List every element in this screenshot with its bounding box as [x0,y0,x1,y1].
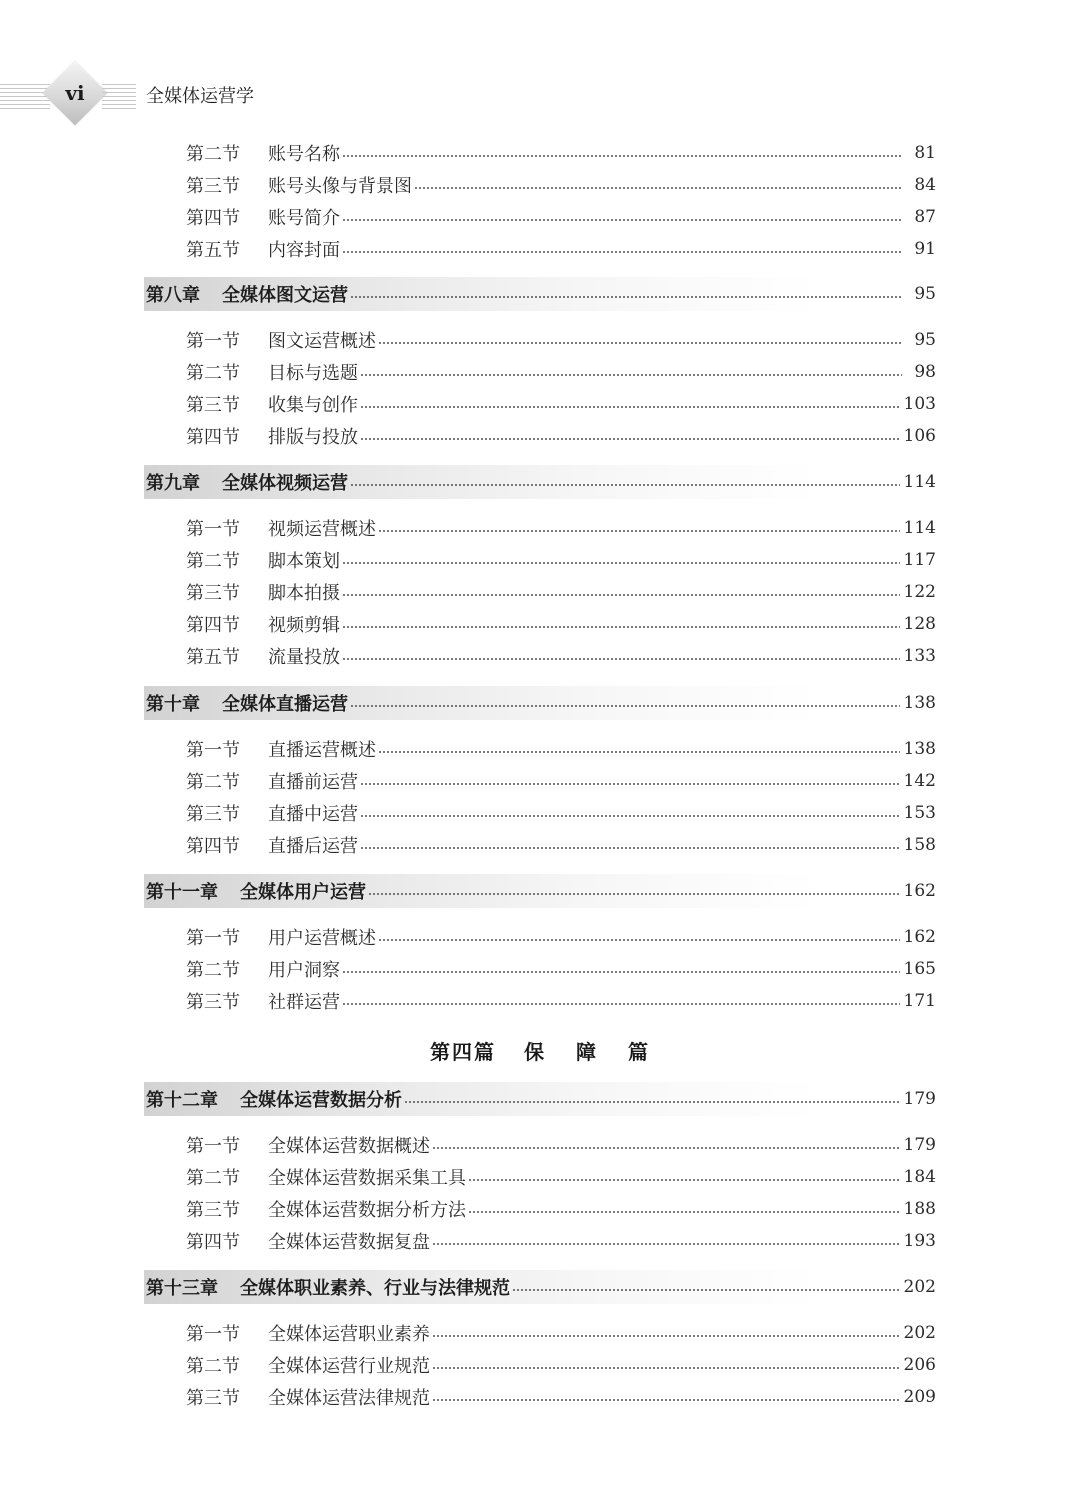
dot-leader [350,484,900,486]
chapter-number: 第十三章 [146,1278,218,1299]
section-title: 脚本拍摄 [268,583,340,604]
dot-leader [342,658,900,660]
dot-leader [342,594,900,596]
dot-leader [432,1243,900,1245]
section-number: 第三节 [186,395,240,416]
page-reference: 84 [914,175,936,195]
chapter-title: 全媒体直播运营 [222,694,348,715]
dot-leader [360,847,900,849]
page-reference: 188 [903,1199,936,1219]
toc-section-entry [144,356,936,388]
section-number: 第二节 [186,363,240,384]
dot-leader [414,187,902,189]
toc-section-entry [144,829,936,861]
section-number: 第五节 [186,647,240,668]
section-number: 第三节 [186,583,240,604]
page-reference: 184 [903,1167,936,1187]
toc-chapter-entry [144,465,936,499]
dot-leader [360,406,900,408]
section-title: 目标与选题 [268,363,358,384]
dot-leader [378,939,900,941]
page-reference: 95 [914,330,936,350]
page-reference: 202 [903,1277,936,1297]
part-heading-word: 障 [576,1040,598,1064]
dot-leader [468,1211,900,1213]
section-title: 脚本策划 [268,551,340,572]
section-number: 第一节 [186,740,240,761]
section-number: 第四节 [186,208,240,229]
chapter-title: 全媒体图文运营 [222,285,348,306]
toc-section-entry [144,921,936,953]
page-reference: 165 [903,959,936,979]
section-title: 直播运营概述 [268,740,376,761]
page-reference: 114 [903,472,936,492]
toc-section-entry [144,1161,936,1193]
section-number: 第二节 [186,772,240,793]
page-reference: 142 [903,771,936,791]
page-reference: 114 [903,518,936,538]
section-number: 第一节 [186,1324,240,1345]
page-reference: 122 [903,582,936,602]
section-number: 第三节 [186,992,240,1013]
toc-section-entry [144,420,936,452]
chapter-title: 全媒体用户运营 [240,882,366,903]
section-number: 第四节 [186,1232,240,1253]
section-title: 排版与投放 [268,427,358,448]
section-number: 第二节 [186,960,240,981]
page-reference: 128 [903,614,936,634]
section-title: 全媒体运营数据概述 [268,1136,430,1157]
dot-leader [342,219,902,221]
dot-leader [432,1335,900,1337]
toc-section-entry [144,544,936,576]
chapter-number: 第十章 [146,694,200,715]
dot-leader [360,438,900,440]
toc-section-entry [144,1349,936,1381]
section-title: 图文运营概述 [268,331,376,352]
section-title: 全媒体运营法律规范 [268,1388,430,1409]
toc-section-entry [144,985,936,1017]
section-title: 全媒体运营行业规范 [268,1356,430,1377]
page-reference: 179 [903,1089,936,1109]
toc-section-entry [144,388,936,420]
page-reference: 138 [903,739,936,759]
chapter-title: 全媒体运营数据分析 [240,1090,402,1111]
section-number: 第三节 [186,1200,240,1221]
chapter-number: 第十二章 [146,1090,218,1111]
running-header [0,62,420,132]
chapter-number: 第九章 [146,473,200,494]
toc-section-entry [144,1317,936,1349]
dot-leader [360,783,900,785]
toc-chapter-entry [144,874,936,908]
section-number: 第四节 [186,427,240,448]
section-title: 用户洞察 [268,960,340,981]
section-title: 直播中运营 [268,804,358,825]
toc-section-entry [144,608,936,640]
page-number: vi [65,81,85,105]
header-rule-decoration [0,84,50,110]
toc-section-entry [144,765,936,797]
dot-leader [432,1147,900,1149]
toc-chapter-entry [144,1270,936,1304]
section-number: 第一节 [186,519,240,540]
toc-chapter-entry [144,686,936,720]
part-heading-word: 篇 [628,1040,650,1064]
page-reference: 193 [903,1231,936,1251]
book-title: 全媒体运营学 [146,86,254,107]
chapter-title: 全媒体视频运营 [222,473,348,494]
section-title: 流量投放 [268,647,340,668]
dot-leader [368,893,900,895]
dot-leader [378,751,900,753]
section-number: 第四节 [186,836,240,857]
page-reference: 103 [903,394,936,414]
toc-chapter-entry [144,1082,936,1116]
toc-section-entry [144,137,936,169]
dot-leader [350,296,902,298]
dot-leader [360,374,902,376]
chapter-number: 第十一章 [146,882,218,903]
page-reference: 202 [903,1323,936,1343]
section-number: 第一节 [186,1136,240,1157]
page-reference: 209 [903,1387,936,1407]
section-title: 直播后运营 [268,836,358,857]
page-reference: 162 [903,881,936,901]
section-number: 第二节 [186,144,240,165]
dot-leader [342,562,900,564]
section-title: 账号简介 [268,208,340,229]
dot-leader [342,1003,900,1005]
section-title: 全媒体运营数据分析方法 [268,1200,466,1221]
section-title: 全媒体运营职业素养 [268,1324,430,1345]
page-reference: 98 [914,362,936,382]
page-reference: 117 [903,550,936,570]
dot-leader [432,1367,900,1369]
dot-leader [350,705,900,707]
toc-section-entry [144,1381,936,1413]
section-number: 第二节 [186,1168,240,1189]
dot-leader [342,251,902,253]
section-number: 第三节 [186,804,240,825]
dot-leader [360,815,900,817]
page-reference: 162 [903,927,936,947]
toc-section-entry [144,201,936,233]
toc-section-entry [144,169,936,201]
toc-section-entry [144,953,936,985]
dot-leader [342,155,902,157]
section-title: 视频运营概述 [268,519,376,540]
part-heading-word: 第四篇 [430,1040,496,1064]
toc-section-entry [144,512,936,544]
dot-leader [432,1399,900,1401]
header-rule-decoration [102,84,136,110]
toc-section-entry [144,1129,936,1161]
page-reference: 133 [903,646,936,666]
toc-section-entry [144,324,936,356]
section-title: 直播前运营 [268,772,358,793]
section-title: 全媒体运营数据采集工具 [268,1168,466,1189]
page-reference: 138 [903,693,936,713]
toc-section-entry [144,1225,936,1257]
section-title: 账号头像与背景图 [268,176,412,197]
section-title: 账号名称 [268,144,340,165]
dot-leader [378,342,902,344]
toc-section-entry [144,233,936,265]
section-title: 视频剪辑 [268,615,340,636]
part-heading [0,1036,1080,1065]
page-reference: 158 [903,835,936,855]
toc-section-entry [144,640,936,672]
section-number: 第一节 [186,331,240,352]
section-number: 第三节 [186,176,240,197]
dot-leader [404,1101,900,1103]
section-title: 全媒体运营数据复盘 [268,1232,430,1253]
section-number: 第三节 [186,1388,240,1409]
section-number: 第五节 [186,240,240,261]
page-reference: 91 [914,239,936,259]
page-reference: 206 [903,1355,936,1375]
section-title: 内容封面 [268,240,340,261]
part-heading-word: 保 [524,1040,546,1064]
toc-section-entry [144,576,936,608]
page-reference: 106 [903,426,936,446]
toc-section-entry [144,1193,936,1225]
dot-leader [342,971,900,973]
dot-leader [468,1179,900,1181]
toc-section-entry [144,733,936,765]
dot-leader [512,1289,900,1291]
toc-chapter-entry [144,277,936,311]
section-number: 第四节 [186,615,240,636]
section-title: 社群运营 [268,992,340,1013]
page-reference: 87 [914,207,936,227]
page-reference: 95 [914,284,936,304]
dot-leader [342,626,900,628]
page-reference: 171 [903,991,936,1011]
toc-section-entry [144,797,936,829]
section-title: 用户运营概述 [268,928,376,949]
chapter-number: 第八章 [146,285,200,306]
section-title: 收集与创作 [268,395,358,416]
section-number: 第二节 [186,551,240,572]
page-reference: 153 [903,803,936,823]
dot-leader [378,530,900,532]
section-number: 第二节 [186,1356,240,1377]
chapter-title: 全媒体职业素养、行业与法律规范 [240,1278,510,1299]
page-reference: 179 [903,1135,936,1155]
section-number: 第一节 [186,928,240,949]
page-reference: 81 [914,143,936,163]
